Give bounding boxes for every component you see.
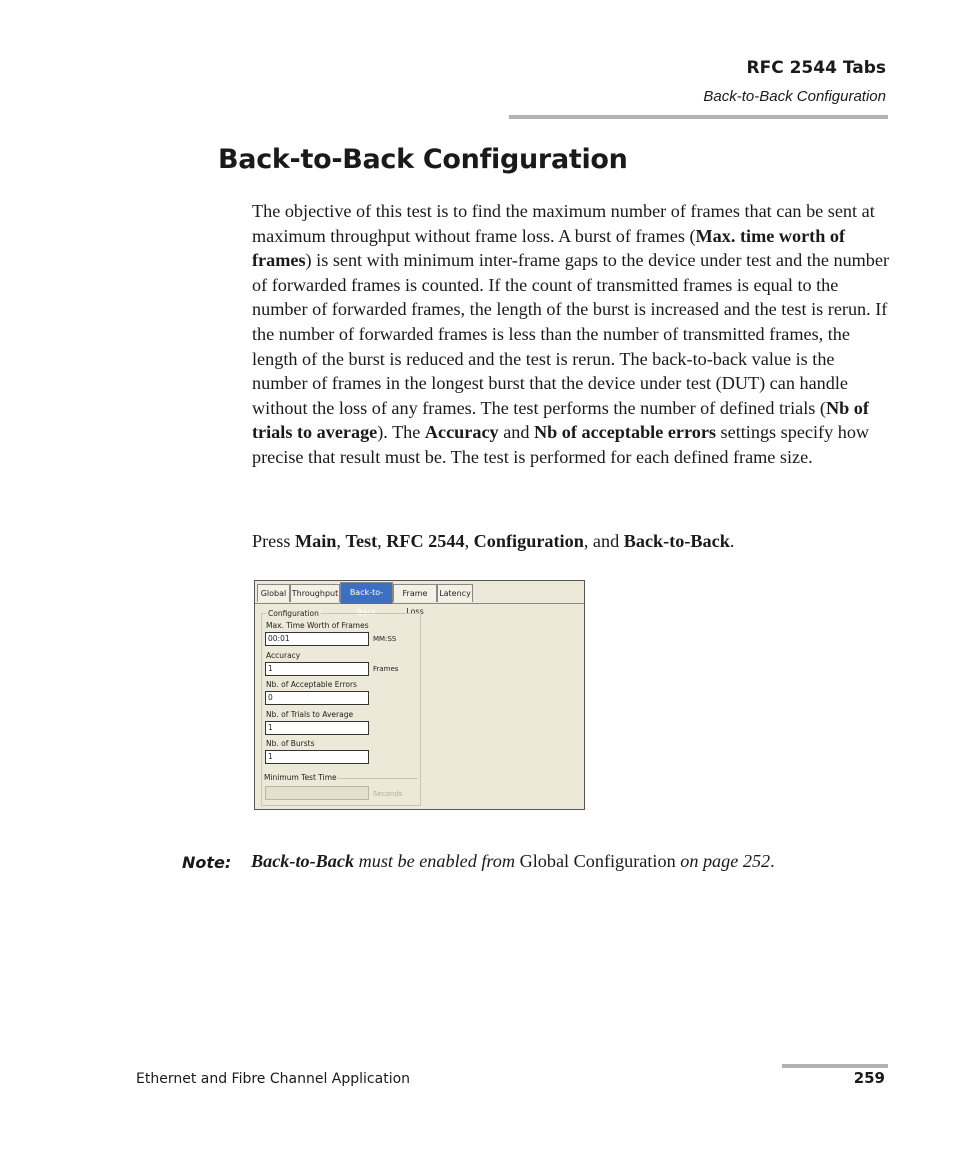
min-test-time-unit: Seconds bbox=[373, 790, 403, 798]
accuracy-label: Accuracy bbox=[266, 651, 301, 660]
running-header-section: RFC 2544 Tabs bbox=[746, 58, 886, 78]
back-to-back-screenshot bbox=[254, 580, 585, 810]
min-test-time-label: Minimum Test Time bbox=[264, 773, 337, 782]
tab-throughput[interactable]: Throughput bbox=[290, 584, 340, 602]
min-test-time-divider bbox=[338, 778, 418, 779]
bursts-field[interactable]: 1 bbox=[265, 750, 369, 764]
max-time-unit: MM:SS bbox=[373, 635, 397, 643]
max-time-field[interactable]: 00:01 bbox=[265, 632, 369, 646]
tab-frame-loss[interactable]: Frame Loss bbox=[393, 584, 437, 602]
page-number: 259 bbox=[853, 1069, 885, 1087]
bursts-label: Nb. of Bursts bbox=[266, 739, 315, 748]
trials-label: Nb. of Trials to Average bbox=[266, 710, 354, 719]
page-title: Back-to-Back Configuration bbox=[218, 144, 628, 175]
min-test-time-field[interactable] bbox=[265, 786, 369, 800]
press-instruction: Press Main, Test, RFC 2544, Configuration, and Back-to-Back. bbox=[252, 531, 735, 551]
acceptable-errors-field[interactable]: 0 bbox=[265, 691, 369, 705]
tab-back-to-back[interactable]: Back-to-Back bbox=[340, 582, 393, 604]
footer-rule bbox=[782, 1064, 888, 1068]
tab-global[interactable]: Global bbox=[257, 584, 290, 602]
configuration-group bbox=[261, 609, 421, 806]
body-paragraph: The objective of this test is to find the maximum number of frames that can be sent at maximum throughput without frame loss. A burst of frames (Max. time worth of frames) is sent with minimum inter-frame gaps to the device under test and the number of forwarded frames is counted. If the count of transmitted frames is equal to the number of forwarded frames, the length of the burst is increased and the test is rerun. If the number of forwarded frames is less than the number of transmitted frames, the length of the burst is reduced and the test is rerun. The back-to-back value is the number of frames in the longest burst that the device under test (DUT) can handle without the loss of any frames. The test performs the number of defined trials (Nb of trials to average). The Accuracy and Nb of acceptable errors settings specify how precise that result must be. The test is performed for each defined frame size. bbox=[252, 201, 890, 467]
acceptable-errors-label: Nb. of Acceptable Errors bbox=[266, 680, 357, 689]
note-text: Back-to-Back must be enabled from Global Configuration on page 252. bbox=[251, 851, 775, 871]
accuracy-field[interactable]: 1 bbox=[265, 662, 369, 676]
trials-field[interactable]: 1 bbox=[265, 721, 369, 735]
note-label: Note: bbox=[182, 853, 232, 872]
tab-latency[interactable]: Latency bbox=[437, 584, 473, 602]
running-header-subsection: Back-to-Back Configuration bbox=[703, 88, 886, 105]
configuration-group-label: Configuration bbox=[268, 609, 319, 618]
header-rule bbox=[509, 115, 888, 119]
max-time-label: Max. Time Worth of Frames bbox=[266, 621, 369, 630]
footer-title: Ethernet and Fibre Channel Application bbox=[136, 1071, 411, 1087]
accuracy-unit: Frames bbox=[373, 665, 399, 673]
